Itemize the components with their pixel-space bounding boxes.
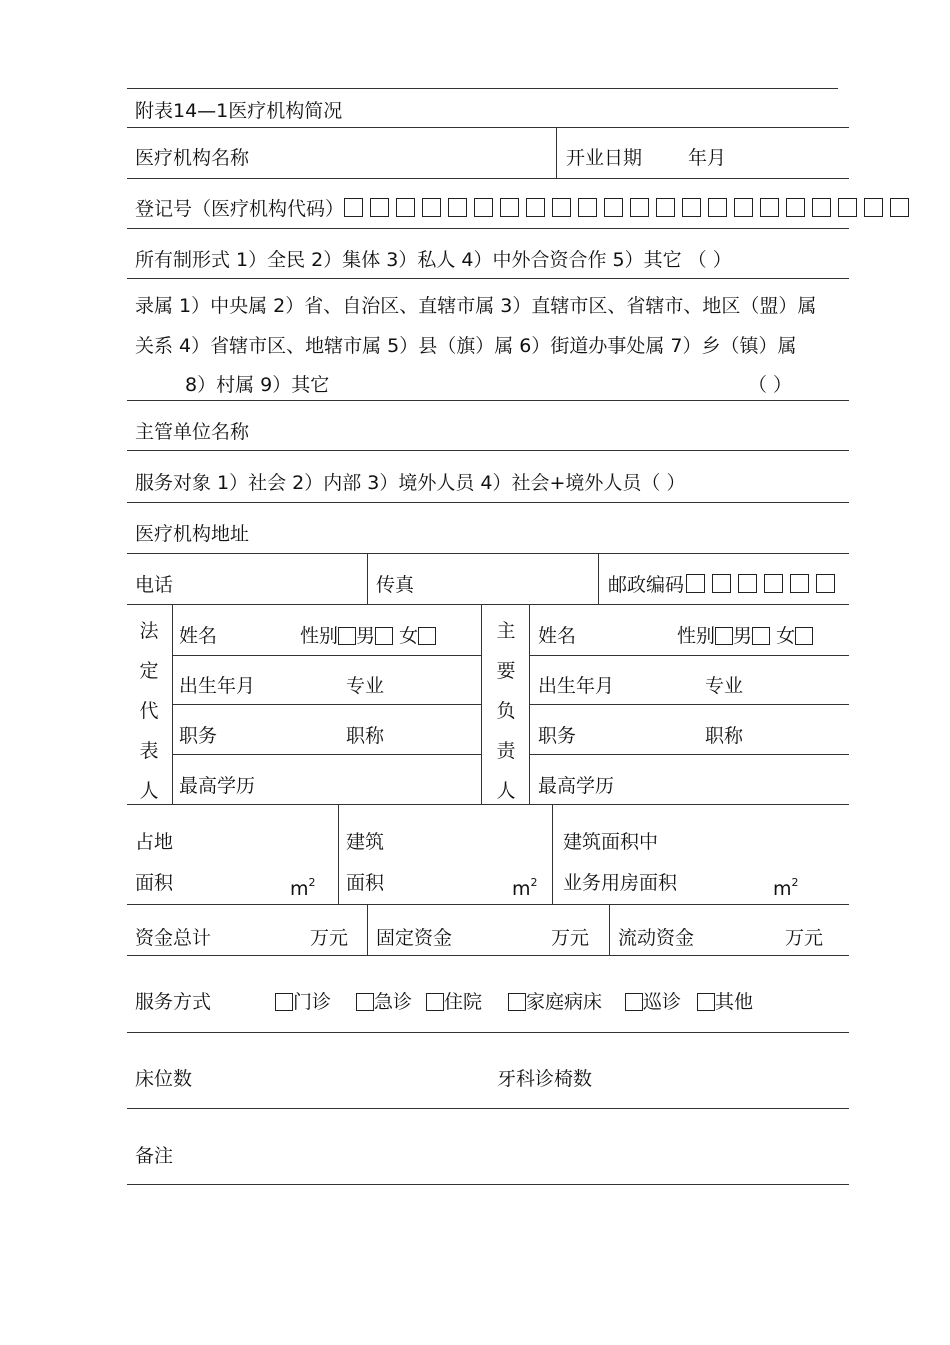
- rule: [172, 754, 481, 755]
- divider: [609, 904, 610, 955]
- chief-title-label: 职称: [705, 725, 744, 747]
- year-month-label: 年月: [688, 147, 727, 169]
- legal-rep-name-label: 姓名: [179, 625, 218, 647]
- divider: [172, 604, 173, 804]
- rule: [127, 278, 849, 279]
- phone-label: 电话: [135, 574, 174, 596]
- address-label: 医疗机构地址: [135, 523, 250, 545]
- service-target-row: 服务对象 1）社会 2）内部 3）境外人员 4）社会+境外人员（ ）: [135, 472, 686, 494]
- code-box[interactable]: [864, 198, 883, 217]
- code-box[interactable]: [396, 198, 415, 217]
- affiliation-paren: （ ）: [748, 374, 793, 396]
- divider: [598, 553, 599, 604]
- checkbox[interactable]: [715, 627, 733, 645]
- affiliation-line-3: 8）村属 9）其它: [185, 374, 330, 396]
- code-box[interactable]: [370, 198, 389, 217]
- divider: [529, 604, 530, 804]
- postcode-box[interactable]: [686, 574, 705, 593]
- postcode-box[interactable]: [816, 574, 835, 593]
- checkbox[interactable]: [795, 627, 813, 645]
- legal-rep-gender: 性别 男 女: [300, 624, 436, 648]
- rule: [529, 704, 849, 705]
- code-box[interactable]: [578, 198, 597, 217]
- building-area-label-2: 面积: [346, 872, 385, 894]
- rule: [172, 655, 481, 656]
- code-box[interactable]: [734, 198, 753, 217]
- business-area-label-2: 业务用房面积: [563, 872, 678, 894]
- divider: [367, 904, 368, 955]
- code-box[interactable]: [344, 198, 363, 217]
- rule: [529, 655, 849, 656]
- legal-rep-edu-label: 最高学历: [179, 775, 256, 797]
- dental-chairs-label: 牙科诊椅数: [497, 1068, 593, 1090]
- rule: [127, 955, 849, 956]
- building-area-label-1: 建筑: [346, 831, 385, 853]
- chief-name-label: 姓名: [538, 625, 577, 647]
- checkbox[interactable]: [752, 627, 770, 645]
- service-mode-option[interactable]: 门诊: [275, 990, 331, 1014]
- rule: [127, 1108, 849, 1109]
- chief-side-label: 主 要 负 责 人: [496, 620, 516, 802]
- code-box[interactable]: [630, 198, 649, 217]
- divider: [552, 804, 553, 904]
- total-funds-label: 资金总计: [135, 927, 212, 949]
- code-box[interactable]: [760, 198, 779, 217]
- rule: [127, 228, 849, 229]
- postcode-box[interactable]: [738, 574, 757, 593]
- code-box[interactable]: [526, 198, 545, 217]
- checkbox[interactable]: [426, 993, 444, 1011]
- divider: [367, 553, 368, 604]
- fixed-funds-label: 固定资金: [376, 927, 453, 949]
- chief-edu-label: 最高学历: [538, 775, 615, 797]
- divider: [338, 804, 339, 904]
- code-box[interactable]: [474, 198, 493, 217]
- code-box[interactable]: [786, 198, 805, 217]
- rule: [127, 1032, 849, 1033]
- legal-rep-position-label: 职务: [179, 725, 218, 747]
- checkbox[interactable]: [356, 993, 374, 1011]
- service-mode-label: 服务方式: [135, 991, 212, 1013]
- code-box[interactable]: [682, 198, 701, 217]
- code-box[interactable]: [708, 198, 727, 217]
- affiliation-line-1: 录属 1）中央属 2）省、自治区、直辖市属 3）直辖市区、省辖市、地区（盟）属: [135, 295, 817, 317]
- affiliation-line-2: 关系 4）省辖市区、地辖市属 5）县（旗）属 6）街道办事处属 7）乡（镇）属: [135, 335, 797, 357]
- postcode-box[interactable]: [764, 574, 783, 593]
- admin-unit-label: 主管单位名称: [135, 421, 250, 443]
- land-area-label-1: 占地: [135, 831, 174, 853]
- rule: [127, 502, 849, 503]
- code-box[interactable]: [422, 198, 441, 217]
- open-date-label: 开业日期: [566, 147, 643, 169]
- rule: [127, 127, 849, 128]
- legal-rep-birth-label: 出生年月: [179, 675, 256, 697]
- total-funds-unit: 万元: [310, 927, 349, 949]
- checkbox[interactable]: [275, 993, 293, 1011]
- code-box[interactable]: [890, 198, 909, 217]
- rule-bottom: [127, 1184, 849, 1185]
- checkbox[interactable]: [508, 993, 526, 1011]
- postcode-boxes[interactable]: [686, 572, 842, 596]
- service-mode-option[interactable]: 巡诊: [625, 990, 681, 1014]
- service-mode-option[interactable]: 急诊: [356, 990, 412, 1014]
- checkbox[interactable]: [375, 627, 393, 645]
- rule-top: [127, 88, 838, 89]
- legal-rep-side-label: 法 定 代 表 人: [139, 620, 159, 802]
- land-area-label-2: 面积: [135, 872, 174, 894]
- code-box[interactable]: [552, 198, 571, 217]
- legal-rep-major-label: 专业: [346, 675, 385, 697]
- registration-label: 登记号（医疗机构代码）: [135, 198, 345, 220]
- land-area-unit: $m^2$: [290, 876, 316, 900]
- ownership-row: 所有制形式 1）全民 2）集体 3）私人 4）中外合资合作 5）其它 （ ）: [135, 249, 732, 271]
- code-box[interactable]: [448, 198, 467, 217]
- rule: [172, 704, 481, 705]
- page-title: 附表14—1医疗机构简况: [135, 100, 343, 122]
- checkbox[interactable]: [625, 993, 643, 1011]
- rule: [127, 400, 849, 401]
- divider: [481, 604, 482, 804]
- business-area-label-1: 建筑面积中: [563, 831, 659, 853]
- code-box[interactable]: [604, 198, 623, 217]
- chief-position-label: 职务: [538, 725, 577, 747]
- legal-rep-title-label: 职称: [346, 725, 385, 747]
- service-mode-option[interactable]: 其他: [697, 990, 753, 1014]
- postcode-box[interactable]: [790, 574, 809, 593]
- chief-major-label: 专业: [705, 675, 744, 697]
- fax-label: 传真: [376, 574, 415, 596]
- rule: [127, 553, 849, 554]
- business-area-unit: $m^2$: [773, 876, 799, 900]
- building-area-unit: $m^2$: [512, 876, 538, 900]
- rule: [127, 804, 849, 805]
- divider: [556, 127, 557, 178]
- chief-birth-label: 出生年月: [538, 675, 615, 697]
- service-mode-option[interactable]: 住院: [426, 990, 482, 1014]
- checkbox[interactable]: [697, 993, 715, 1011]
- postcode-label: 邮政编码: [608, 574, 685, 596]
- service-mode-option[interactable]: 家庭病床: [508, 990, 602, 1014]
- postcode-box[interactable]: [712, 574, 731, 593]
- rule: [127, 904, 849, 905]
- code-box[interactable]: [656, 198, 675, 217]
- remarks-label: 备注: [135, 1145, 174, 1167]
- code-box[interactable]: [838, 198, 857, 217]
- rule: [127, 604, 849, 605]
- rule: [127, 450, 849, 451]
- institution-name-label: 医疗机构名称: [135, 147, 250, 169]
- code-box[interactable]: [500, 198, 519, 217]
- registration-code-boxes[interactable]: [344, 196, 916, 220]
- beds-label: 床位数: [135, 1068, 193, 1090]
- code-box[interactable]: [812, 198, 831, 217]
- checkbox[interactable]: [418, 627, 436, 645]
- chief-gender: 性别 男 女: [677, 624, 813, 648]
- current-funds-unit: 万元: [785, 927, 824, 949]
- checkbox[interactable]: [338, 627, 356, 645]
- rule: [127, 178, 849, 179]
- rule: [529, 754, 849, 755]
- fixed-funds-unit: 万元: [551, 927, 590, 949]
- current-funds-label: 流动资金: [618, 927, 695, 949]
